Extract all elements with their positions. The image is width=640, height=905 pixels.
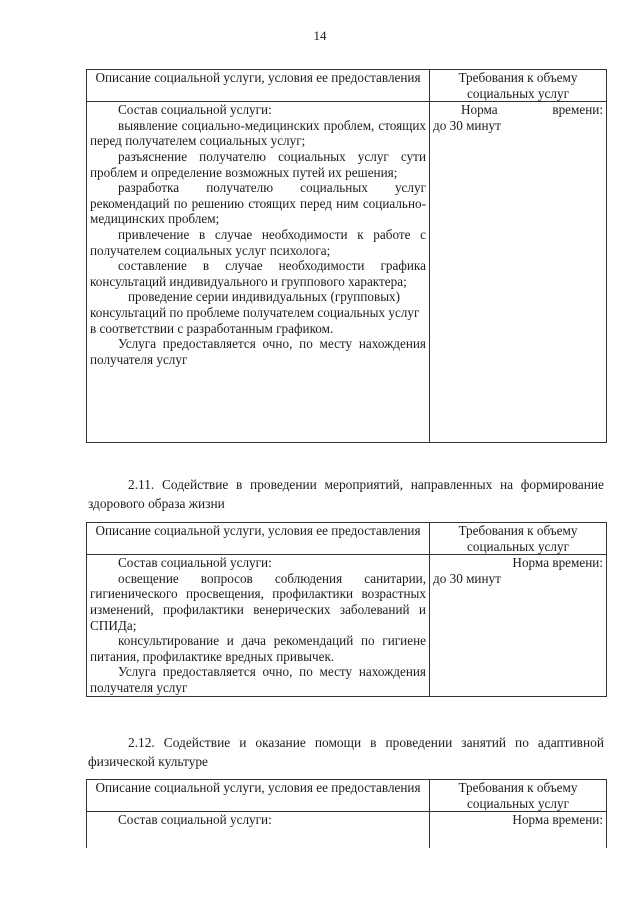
table-body-row (87, 555, 607, 696)
page-number: 14 (313, 28, 327, 43)
header-requirements: Требования к объему социальных услуг (430, 780, 607, 812)
list-item: разработка получателю социальных услуг рекомендаций по решению стоящих перед ним социально-медицинских проблем; (90, 180, 426, 227)
norm-title: Норма времени: (512, 555, 603, 571)
section-2-11-heading: 2.11. Содействие в проведении мероприятий, направленных на формирование здорового образа жизни (88, 477, 604, 511)
requirements-cell (430, 812, 607, 849)
norm-title: Норма времени: (512, 812, 603, 828)
list-item: консультирование и дача рекомендаций по гигиене питания, профилактике вредных привычек. (90, 633, 426, 664)
service-table-2-12 (86, 779, 607, 848)
requirements-cell (430, 555, 607, 696)
header-description: Описание социальной услуги, условия ее предоставления (87, 780, 430, 812)
list-item: разъяснение получателю социальных услуг сути проблем и определение возможных путей их решения; (90, 148, 426, 180)
requirements-cell (430, 102, 607, 443)
table-header-row (87, 70, 607, 102)
description-cell (87, 102, 430, 443)
description-cell (87, 555, 430, 696)
header-description: Описание социальной услуги, условия ее предоставления (87, 70, 430, 102)
service-composition-title: Состав социальной услуги: (118, 102, 272, 118)
service-delivery-note: Услуга предоставляется очно, по месту нахождения получателя услуг (90, 664, 426, 695)
table-header-row (87, 523, 607, 555)
description-cell (87, 812, 430, 849)
service-composition-title: Состав социальной услуги: (118, 555, 272, 571)
section-2-12-heading: 2.12. Содействие и оказание помощи в проведении занятий по адаптивной физической культуре (88, 735, 604, 769)
header-requirements: Требования к объему социальных услуг (430, 70, 607, 102)
list-item: проведение серии индивидуальных (групповых) консультаций по проблеме получателем социальных услуг в соответствии с разработанным графиком. (90, 289, 420, 336)
list-item: привлечение в случае необходимости к работе с получателем социальных услуг психолога; (90, 226, 426, 258)
list-item: освещение вопросов соблюдения санитарии, гигиенического просвещения, профилактики возрастных изменений, профилактики венерических заболеваний и СПИДа; (90, 570, 426, 633)
table-body-row (87, 812, 607, 849)
service-composition-title: Состав социальной услуги: (118, 812, 272, 828)
table-header-row (87, 780, 607, 812)
header-requirements: Требования к объему социальных услуг (430, 523, 607, 555)
service-table-2-11 (86, 522, 607, 697)
list-item: составление в случае необходимости графика консультаций индивидуального и группового характера; (90, 258, 426, 289)
norm-title: Норма времени: (461, 102, 603, 118)
list-item: выявление социально-медицинских проблем, стоящих перед получателем социальных услуг; (90, 117, 426, 149)
norm-value: до 30 минут (433, 117, 501, 133)
service-table-2-10 (86, 69, 607, 443)
table-body-row (87, 102, 607, 443)
norm-value: до 30 минут (433, 570, 501, 586)
header-description: Описание социальной услуги, условия ее предоставления (87, 523, 430, 555)
service-delivery-note: Услуга предоставляется очно, по месту нахождения получателя услуг (90, 336, 426, 367)
